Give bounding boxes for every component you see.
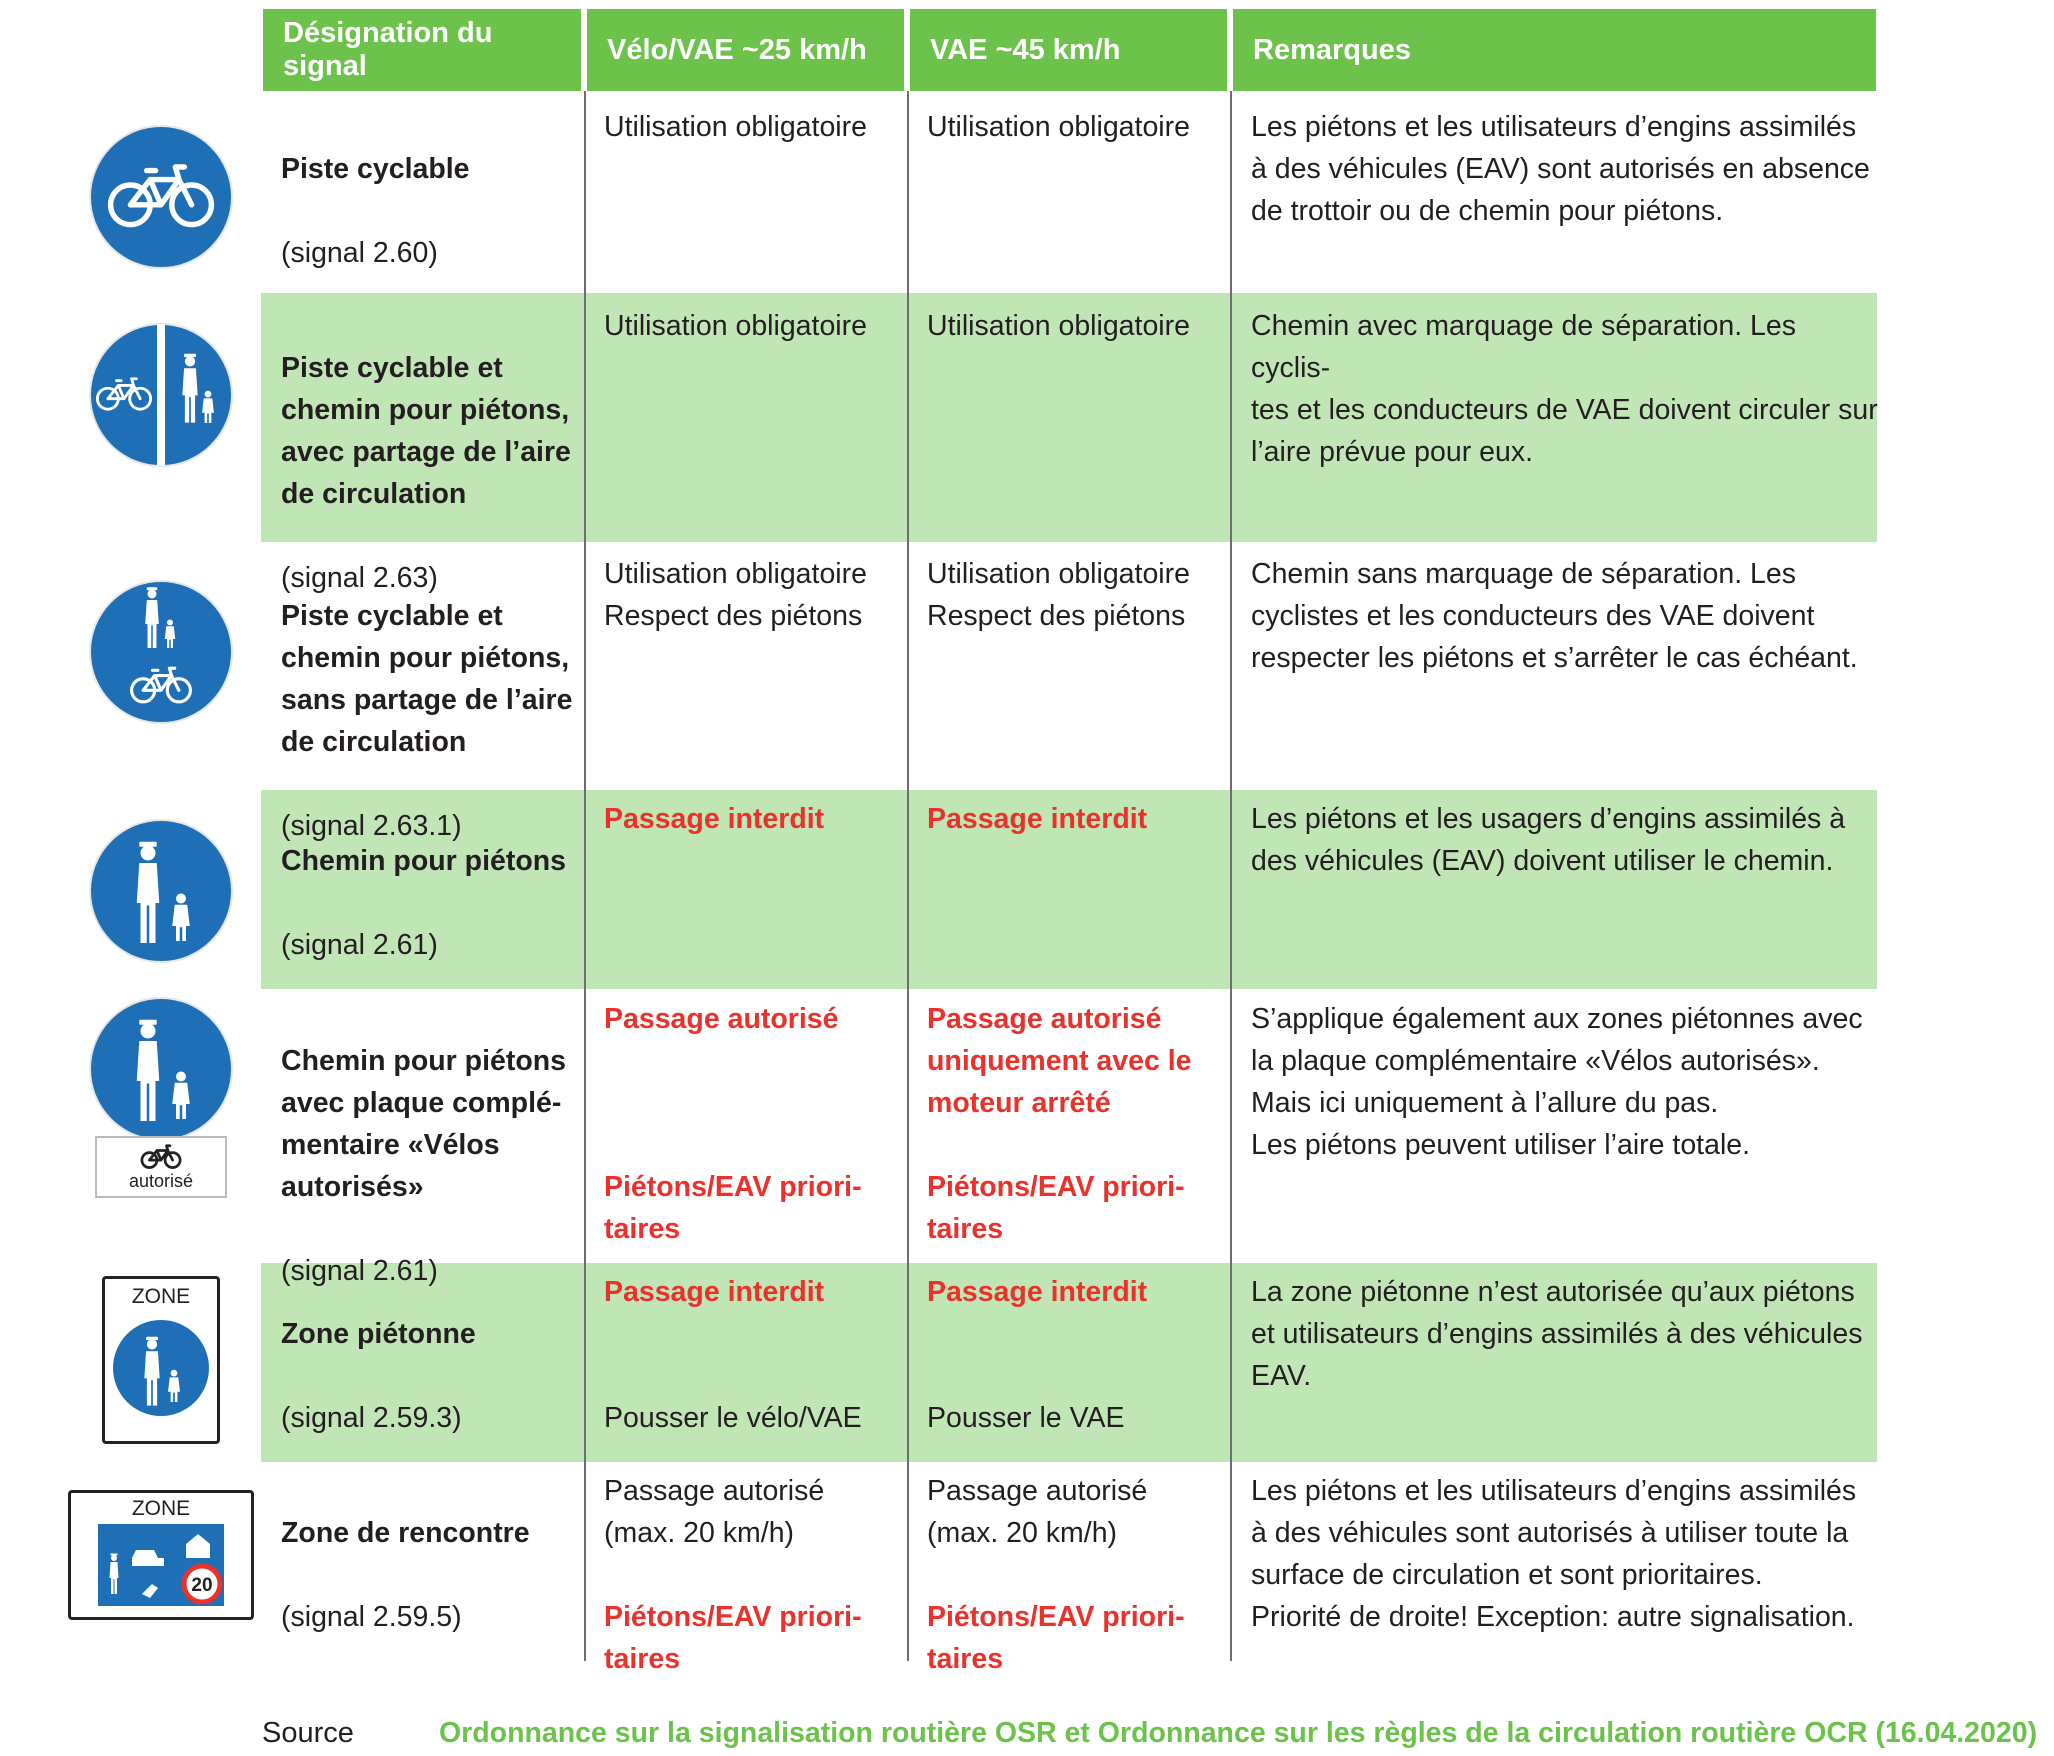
vae-45-priority-note: Piétons/EAV priori- taires [927,1171,1185,1245]
source-text: Ordonnance sur la signalisation routière OSR et Ordonnance sur les règles de la circulation routière OCR (16.04.2020) [439,1717,2038,1749]
bikes-allowed-plate [95,1136,227,1198]
vae-45-priority-note: Piétons/EAV priori- taires [927,1601,1185,1675]
designation-cell [281,798,581,1008]
zone-label: ZONE [131,1285,191,1308]
shared-path-separated-sign-icon [88,322,234,468]
velo-25-cell: Passage autorisé (max. 20 km/h) [604,1475,825,1549]
signal-number: (signal 2.61) [281,1255,438,1287]
signal-number: (signal 2.63.1) [281,810,462,842]
signal-name: Piste cyclable et chemin pour piétons, avec partage de l’aire de circulation [281,352,571,510]
signal-name: Piste cyclable [281,153,470,185]
bicycle-path-sign-icon [88,124,234,270]
remarks-cell: Les piétons et les utilisateurs d’engins assimilés à des véhicules (EAV) sont autorisés en absence de trottoir ou de chemin pour piétons. [1251,111,1870,227]
remarks-cell: Les piétons et les usagers d’engins assimilés à des véhicules (EAV) doivent utiliser le chemin. [1251,803,1846,877]
header-designation: Désignation du signal [263,9,581,91]
shared-path-mixed-sign-icon [88,579,234,725]
velo-25-push-note: Pousser le vélo/VAE [604,1402,862,1434]
vae-45-cell: Passage autorisé uniquement avec le moteur arrêté [927,1003,1192,1119]
zone-label: ZONE [131,1497,191,1520]
velo-25-cell: Passage autorisé [604,1003,839,1035]
signal-name: Piste cyclable et chemin pour piétons, sans partage de l’aire de circulation [281,600,573,758]
vae-45-cell: Utilisation obligatoire [927,310,1190,342]
vae-45-cell: Passage interdit [927,1276,1148,1308]
remarks-cell: Les piétons et les utilisateurs d’engins assimilés à des véhicules sont autorisés à utiliser toute la surface de circulation et sont prioritaires. Priorité de droite! Exception: autre signalisation. [1251,1475,1857,1633]
header-velo-25: Vélo/VAE ~25 km/h [587,9,904,91]
velo-25-cell: Utilisation obligatoire [604,111,867,143]
vae-45-cell: Utilisation obligatoire Respect des piétons [927,558,1190,632]
velo-25-cell: Utilisation obligatoire [604,310,867,342]
pedestrian-path-bikes-allowed-sign-icon [88,996,234,1142]
source-label: Source [262,1717,354,1749]
signal-name: Chemin pour piétons [281,845,566,877]
column-divider [584,91,586,1661]
header-vae-45: VAE ~45 km/h [910,9,1227,91]
encounter-zone-panel [98,1524,224,1606]
remarks-cell: Chemin avec marquage de séparation. Les cyclis- tes et les conducteurs de VAE doivent circuler sur l’aire prévue pour eux. [1251,310,1878,468]
velo-25-cell: Utilisation obligatoire Respect des piétons [604,558,867,632]
signal-number: (signal 2.59.5) [281,1601,462,1633]
speed-limit-value: 20 [191,1575,213,1596]
encounter-zone-sign-icon [68,1490,254,1620]
signal-name: Chemin pour piétons avec plaque complé- mentaire «Vélos autorisés» [281,1045,566,1203]
velo-25-priority-note: Piétons/EAV priori- taires [604,1601,862,1675]
vae-45-cell: Passage interdit [927,803,1148,835]
pedestrian-zone-disc [112,1319,210,1417]
remarks-cell: Chemin sans marquage de séparation. Les cyclistes et les conducteurs des VAE doivent respecter les piétons et s’arrêter le cas échéant. [1251,558,1858,674]
bicycle-icon [136,1141,186,1171]
plate-label: autorisé [128,1171,194,1191]
vae-45-push-note: Pousser le VAE [927,1402,1125,1434]
signal-number: (signal 2.61) [281,929,438,961]
remarks-cell: S’applique également aux zones piétonnes avec la plaque complémentaire «Vélos autorisés». Mais ici uniquement à l’allure du pas. Les piétons peuvent utiliser l’aire totale. [1251,1003,1863,1161]
remarks-cell: La zone piétonne n’est autorisée qu’aux piétons et utilisateurs d’engins assimilés à des véhicules EAV. [1251,1276,1863,1392]
designation-cell [281,106,581,316]
velo-25-cell: Passage interdit [604,803,825,835]
signal-name: Zone de rencontre [281,1517,530,1549]
signal-number: (signal 2.63) [281,562,438,594]
vae-45-cell: Utilisation obligatoire [927,111,1190,143]
velo-25-cell: Passage interdit [604,1276,825,1308]
column-divider [907,91,909,1661]
column-divider [1230,91,1232,1661]
velo-25-priority-note: Piétons/EAV priori- taires [604,1171,862,1245]
signal-number: (signal 2.60) [281,237,438,269]
designation-cell [281,1470,581,1680]
designation-cell [281,1271,581,1481]
signal-number: (signal 2.59.3) [281,1402,462,1434]
vae-45-cell: Passage autorisé (max. 20 km/h) [927,1475,1148,1549]
pedestrian-path-sign-icon [88,818,234,964]
pedestrian-zone-sign-icon [102,1276,220,1444]
signal-name: Zone piétonne [281,1318,476,1350]
header-remarks: Remarques [1233,9,1876,91]
